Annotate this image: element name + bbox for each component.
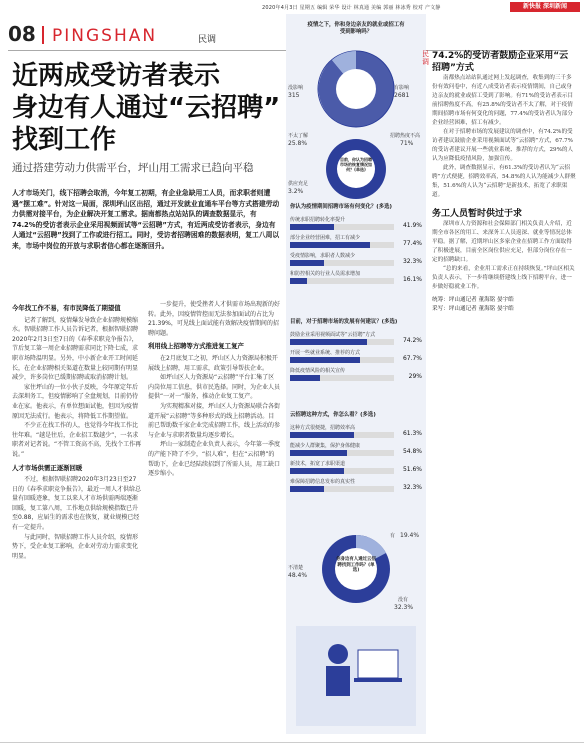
paragraph: 在2月底复工之初，坪山区人力资源局积极开展线上招聘，用工需求，政策引导帮扶企业。 — [148, 354, 278, 372]
subheading: 今年找工作不易，有市民降低了期望值 — [12, 304, 121, 312]
q3-bar-label: 部分企业经营困难，招工有减少 — [290, 235, 361, 241]
q3-bar-label: 传统求职招聘转化率提升 — [290, 217, 346, 223]
credits — [432, 296, 576, 314]
q3-bar — [290, 242, 370, 248]
q3-bar-value: 32.3% — [402, 258, 422, 265]
q4-bar-value: 67.7% — [402, 355, 422, 362]
q4-question: 目前，对于招聘市场的发展有何建议？(多选) — [290, 319, 398, 325]
q5-bar — [290, 432, 354, 438]
paragraph: 家住坪山的一位小伙子反映，今年原定年后去深圳务工，但疫情影响了全盘规划，目前仍待业在家。他表示，有单位想面试他，但因为疫情原因无法成行。他表示，将降低工作期望值。 — [12, 383, 139, 420]
footer-rule — [0, 742, 584, 743]
q2-segment-value: 71% — [400, 140, 414, 147]
q3-bar — [290, 260, 324, 266]
headline-line: 身边有人通过“云招聘” — [12, 93, 281, 123]
survey-infographic — [286, 14, 426, 734]
q6-segment-label: 有 — [390, 533, 396, 539]
q3-bar-value: 77.4% — [402, 240, 422, 247]
person-body-icon — [326, 666, 350, 696]
q5-bar — [290, 450, 347, 456]
paragraph: 如坪山区人力资源局“云招聘”平台汇集了区内岗位用工信息，供市民选择。同时，为企业人员提供“一对一”服务，推动企业复工复产。 — [148, 374, 281, 401]
q6-segment-value: 32.3% — [394, 604, 414, 611]
paragraph: 不少正在找工作的人，也觉得今年找工作比往年难。“越是往后，企业招工数越少”，一名求职者对记者说。“不管工资高不高，先找个工作再说。” — [12, 422, 142, 458]
paragraph: 在对于招聘市场的发展建议的调查中，有74.2%的受访者建议鼓励企业采用视频面试等“云招聘”方式，67.7%的受访者建议开展一些就业系统、推荐的方式，29%的人认为应降低疫情风险，加强宣传。 — [432, 129, 574, 162]
credit-line: 统筹：坪山通记者 董海铭 晏宇皓 — [432, 297, 514, 303]
right-title-2: 务工人员暂时供过于求 — [432, 209, 523, 219]
q3-bar-label: 和防控相关的行业人员需求增加 — [290, 271, 361, 277]
headline-line: 近两成受访者表示 — [12, 61, 221, 91]
q5-bar-label: 新技术，拓宽了求职渠道 — [290, 461, 346, 467]
q5-bar-value: 32.3% — [402, 484, 422, 491]
paragraph: 深圳市人力资源和社会保障部门相关负责人介绍，近期全市各区的用工、来深务工人员返深、就业等情况总体平稳。据了解，近期坪山区多家企业在招聘工作方面取得了积极进展，目前全区岗位供应充足，但部分岗位存在一定的招聘缺口。 — [432, 221, 572, 263]
q5-bar — [290, 468, 344, 474]
q2-segment-value: 25.8% — [288, 140, 308, 147]
top-bar — [0, 0, 584, 14]
q4-bar-value: 74.2% — [402, 337, 422, 344]
q6-segment-value: 48.4% — [288, 572, 308, 579]
paragraph: 南都热点站站队通过网上发起调查，收集到的三千多份有效问卷中，有近八成受访者表示疫情期间，自己或身边亲友的就业或招工受到了影响。有71%的受访者表示目前招聘热度不高，有25.8%的受访者不太了解，对于疫情期间招聘市场有何变化的问题，77.4%的受访者认为部分企业经营困难，招工有减少。 — [432, 75, 574, 126]
q5-bar-value: 54.8% — [402, 448, 422, 455]
q3-bar-value: 16.1% — [402, 276, 422, 283]
paragraph: “总的来看，企业用工需求正在持续恢复。”坪山区相关负责人表示，下一步将继续搭建线上线下招聘平台，进一步做好稳就业工作。 — [432, 266, 575, 290]
q5-bar-label: 这种方式很便捷，招聘效率高 — [290, 425, 356, 431]
laptop-base-icon — [354, 678, 402, 682]
q4-bar — [290, 357, 360, 363]
q1-center — [336, 69, 376, 109]
right-column — [422, 50, 576, 314]
headline-line: 找到工作 — [12, 125, 117, 155]
q1-no-impact-value: 315 — [288, 92, 300, 99]
q2-question: 目前，你认为招聘市场的恢复情况如何？(单选) — [340, 157, 372, 172]
q4-bar — [290, 339, 367, 345]
paragraph: 一步提升，使受挫者人才供需市场出现新的好转。此外，因疫情管控而无法参加面试的占比为21.39%，可见线上面试能有效解决疫情期间的招聘问题。 — [148, 301, 281, 337]
q4-bar — [290, 375, 320, 381]
q6-segment-label: 不清楚 — [288, 565, 304, 571]
q2-segment-label: 供应充足 — [288, 181, 309, 187]
headline-title — [12, 60, 288, 156]
headline-block — [12, 60, 288, 175]
q5-bar-label: 能减少人群聚集，保护身体健康 — [290, 443, 361, 449]
q1-impact-label: 有影响 — [394, 85, 410, 91]
header-divider — [42, 26, 44, 44]
q3-question: 你认为疫情期间招聘市场有何变化？(多选) — [290, 204, 392, 210]
section-name: PINGSHAN — [52, 26, 158, 46]
paragraph: 坪山一家制造企业负责人表示，今年第一季度的产能下降了不少，“招人难”，但在“云招聘”的帮助下，企业已经陆续招到了所需人员，用工缺口逐步缩小。 — [148, 441, 281, 478]
right-title-1: 74.2%的受访者鼓励企业采用“云招聘”方式 — [432, 51, 569, 73]
q1-no-impact-label: 没影响 — [288, 85, 304, 91]
q1-question: 疫情之下，你和身边亲友的就业或招工有受到影响吗？ — [307, 22, 405, 35]
person-head-icon — [328, 644, 348, 664]
issue-meta: 2020年4月3日 星期五 编辑 荣华 设计 林真通 美编 郭丽 林冰秀 校对 产文静 — [262, 5, 441, 11]
credit-line: 采写：坪山通记者 董海铭 晏宇皓 — [432, 306, 514, 312]
q5-question: 云招聘这种方式，你怎么看？(多选) — [290, 412, 376, 418]
subheading: 利用线上招聘等方式推进复工复产 — [148, 342, 244, 351]
subheading: 人才市场供需正逐渐回暖 — [12, 463, 83, 472]
q4-bar-label: 降低疫情风险的相关宣传 — [290, 368, 346, 374]
q2-segment-value: 3.2% — [288, 188, 304, 195]
article-column-1 — [12, 300, 142, 561]
page-number: 08 — [8, 22, 36, 46]
paragraph: 为实现精准对接，坪山区人力资源局联合各街道开展“云招聘”等多种形式的线上招聘活动。目前已帮助数千家企业完成招聘工作，线上活动的参与企业与求职者数量均逐步增长。 — [148, 402, 281, 439]
right-text-2 — [432, 220, 576, 292]
q6-question: 你身边有人通过云招聘找到工作吗？(单选) — [336, 557, 376, 574]
q6-segment-value: 19.4% — [400, 532, 420, 539]
q5-bar-value: 51.6% — [402, 466, 422, 473]
q5-bar — [290, 486, 324, 492]
q3-bar — [290, 224, 334, 230]
q3-bar-value: 41.9% — [402, 222, 422, 229]
q4-bar-value: 29% — [408, 373, 422, 380]
paragraph: 不过，根据智联招聘2020年3月23日至27日的《春季求职竞争报告》，最近一周人才供给总量有回暖迹象，复工以来人才市场供需两端逐渐回暖，复工第八周，工作地点供给规模指数已升至0.88，应届生的需求也在恢复，就业规模已经有一定提升。 — [12, 476, 142, 532]
q2-segment-label: 招聘热度不高 — [390, 133, 421, 139]
q5-bar-value: 61.3% — [402, 430, 422, 437]
q3-bar-label: 受疫情影响，求职者人数减少 — [290, 253, 356, 259]
lead-paragraph: 人才市场关门，线下招聘会取消，今年复工初期，有企业急缺用工人员，而求职者则遭遇“摆工难”。针对这一局面，深圳坪山区出招，通过开发就业直通车平台等方式搭建劳动力供需对接平台，为企业解决开复工需求。据南都热点站站队的调查数据显示，有74.2%的受访者表示企业采用视频面试等“云招聘”方式，有近两成受访者表示，身边有人通过“云招聘”找到了工作或进行招工。同时，受访者招聘困难的数据表明，复工八周以来，市场中岗位的开放与求职者信心都在逐渐回升。 — [12, 189, 280, 250]
q3-bar — [290, 278, 307, 284]
q6-segment-label: 没有 — [398, 597, 409, 603]
q4-bar-label: 开展一些就业系统、推荐的方式 — [290, 350, 361, 356]
q1-impact-value: 2681 — [394, 92, 410, 99]
article-column-2 — [148, 300, 280, 479]
q5-bar-label: 难保障招聘信息发布的真实性 — [290, 479, 356, 485]
section-tag: 民调 — [422, 50, 429, 66]
headline-subtitle: 通过搭建劳动力供需平台，坪山用工需求已趋向平稳 — [12, 162, 254, 174]
paragraph: 记者了解到，疫情爆发导致企业招聘规模缩水。智联招聘工作人员告诉记者，根据智联招聘2020年2月3日至7日的《春季求职竞争报告》，节后复工第一周企业招聘需求同比下降七成，求职市场降温明显。另外，中小新企业开工时间延长，在企业招聘相关渠道在数量上较同期有明显减少，许多岗位已缓期招聘或取消招聘计划。 — [12, 316, 139, 382]
paragraph: 与此同时，智联招聘工作人员介绍，疫情形势下，受企业复工影响，企业对劳动力需求变化明显。 — [12, 533, 139, 560]
paragraph: 此外，调查数据显示，有61.3%的受访者认为“云招聘”方式便捷，招聘效率高，54.8%的人认为能减少人群聚集，51.6%的人认为“云招聘”是新技术，拓宽了求职渠道。 — [432, 165, 576, 198]
q4-bar-label: 鼓励企业采用视频面试等“云招聘”方式 — [290, 332, 376, 338]
masthead-logo: 新快报 深圳新闻 — [510, 2, 580, 12]
section-type: 民调 — [198, 35, 217, 45]
laptop-icon — [358, 650, 398, 678]
q2-segment-label: 不太了解 — [288, 133, 309, 139]
right-text-1 — [432, 74, 576, 200]
